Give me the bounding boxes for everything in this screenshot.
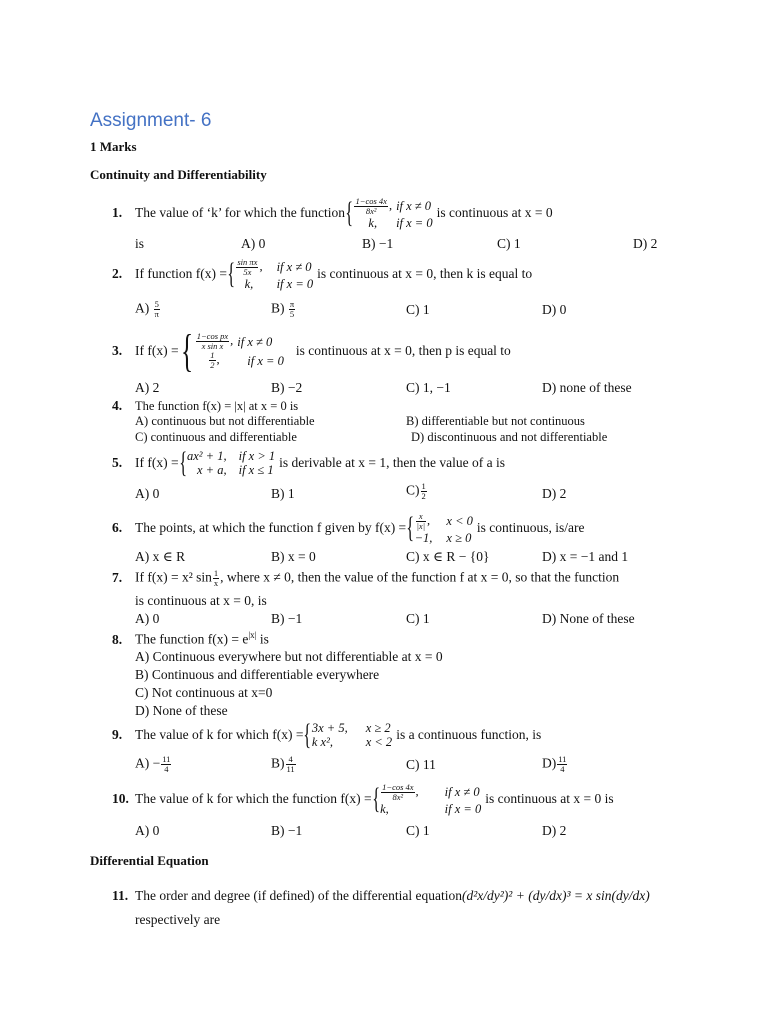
question-text: The function f(x) = e [135,631,249,647]
question-text: The order and degree (if defined) of the differential equation [135,888,462,903]
option-a: A) $\frac{5}{\pi}$ [135,299,159,319]
question-11 [112,880,650,912]
question-text-end: is derivable at x = 1, then the value of a is [279,455,505,470]
question-1 [112,196,553,230]
marks-heading: 1 Marks [90,139,137,154]
question-3 [112,325,511,377]
option-d: D) 2 [542,823,567,838]
option-b: B) x = 0 [271,549,316,564]
question-text: If f(x) = [135,455,179,470]
question-number: 3. [112,343,123,358]
question-8: 8. The function $f(x) = e^{|x|}$ is [112,630,269,647]
option-b: B) $\frac{4}{11}$ [271,754,295,774]
differential-equation: (d²x/dy²)² + (dy/dx)³ = x sin(dy/dx) [461,888,650,903]
question-text-continued: is continuous at x = 0, is [135,593,267,608]
question-number: 10. [112,791,129,806]
option-a: A) 0 [135,486,160,501]
question-text-end: is continuous at x = 0 is [485,791,614,806]
brace: { [371,782,380,815]
brace: { [406,511,415,544]
option-c: C) Not continuous at x=0 [135,685,273,700]
question-number: 7. [112,569,123,585]
option-a: A) x ∈ R [135,549,186,564]
question-text: If function f(x) = [135,266,227,281]
brace: { [178,446,187,479]
piecewise-function: ax² + 1, if x > 1 x + a, if x ≤ 1 [187,449,276,477]
piecewise-function: $\frac{1-\cos 4x}{\text{8x²}}$ , if x ≠ 0 k, if x = 0 [380,781,482,816]
option-d: D) 2 [633,236,658,251]
question-number: 5. [112,455,123,470]
question-text: If f(x) = x² sin [135,569,212,585]
option-d: D) 2 [542,486,567,501]
piecewise-function: $\frac{\text{sin πx}}{5x}$ , if x ≠ 0 k, if x = 0 [237,256,314,291]
option-a: A) 2 [135,380,160,395]
piecewise-function: 3x + 5, x ≥ 2 k x², x < 2 [311,721,393,749]
option-b: B) Continuous and differentiable everywhere [135,667,380,682]
brace: { [180,325,193,376]
option-b: B) differentiable but not continuous [406,414,585,428]
option-a: A) continuous but not differentiable [135,414,315,428]
option-a: A) − $\frac{11}{4}$ [135,754,171,774]
brace: { [303,718,312,751]
question-number: 2. [112,266,123,281]
option-c: C) 11 [406,757,436,772]
question-7: 7. If f(x) = x² sin $\frac{1}{x}$ , where x ≠ 0, then the value of the function f at x = 0, so that the function [112,568,620,588]
option-d: D) x = −1 and 1 [542,549,629,564]
option-c: C) 1, −1 [406,380,451,395]
question-text-end: is continuous, is/are [476,520,585,535]
section-heading-differential: Differential Equation [90,853,209,868]
piecewise-function: $\frac{\text{1−cos px}}{\text{x sin x}}$ , if x ≠ 0 $\frac{1}{2}$ , if x = 0 [196,331,284,370]
option-c: C) 1 [497,236,521,251]
question-5 [112,446,505,480]
option-c: C) continuous and differentiable [135,430,297,444]
option-b: B) −1 [362,236,394,251]
section-heading-continuity: Continuity and Differentiability [90,167,267,182]
option-c: C) 1 [406,302,430,317]
question-10 [112,781,614,817]
question-text: The value of ‘k’ for which the function [135,205,346,220]
question-text-end: , where x ≠ 0, then the value of the function f at x = 0, so that the function [220,569,620,585]
piecewise-function: $\frac{x}{|x|}$ , x < 0 −1, x ≥ 0 [414,510,473,545]
option-d: D) 0 [542,302,567,317]
question-2 [112,257,532,291]
piecewise-function: $\frac{1-\cos 4x}{\text{8x²}}$ , if x ≠ 0 k, if x = 0 [355,195,433,230]
option-c: C) $\frac{1}{2}$ [406,481,426,501]
option-c: C) x ∈ R − {0} [406,549,490,564]
question-number: 4. [112,398,123,413]
question-number: 6. [112,520,123,535]
option-b: B) −1 [271,611,303,626]
option-b: B) $\frac{\pi}{5}$ [271,299,295,319]
question-number: 1. [112,205,123,220]
option-d: D) None of these [135,703,228,718]
question-text: The function f(x) = |x| at x = 0 is [135,399,299,413]
question-text-continued: is [135,236,145,251]
option-a: A) 0 [135,823,160,838]
question-number: 11. [112,888,129,903]
option-b: B) 1 [271,486,295,501]
question-6 [112,510,585,546]
question-text: The points, at which the function f given by f(x) = [135,520,407,535]
question-text-end: is continuous at x = 0, then k is equal to [317,266,533,281]
brace: { [345,196,354,229]
option-c: C) 1 [406,611,430,626]
option-d: D) none of these [542,380,632,395]
option-b: B) −2 [271,380,303,395]
question-text-end: is a continuous function, is [396,727,542,742]
question-text: If f(x) = [135,343,179,358]
question-text: The value of k for which f(x) = [135,727,304,742]
option-d: D) $\frac{11}{4}$ [542,754,567,774]
option-a: A) Continuous everywhere but not differentiable at x = 0 [135,649,443,664]
question-number: 8. [112,631,123,647]
question-text-continued: respectively are [135,912,221,927]
assignment-title: Assignment- 6 [90,110,212,131]
option-a: A) 0 [241,236,266,251]
brace: { [227,257,236,290]
question-number: 9. [112,727,123,742]
question-4 [112,398,298,414]
question-9 [112,718,541,752]
question-text-end: is continuous at x = 0 [436,205,553,220]
option-d: D) discontinuous and not differentiable [411,430,608,444]
option-a: A) 0 [135,611,160,626]
option-b: B) −1 [271,823,303,838]
question-text: The value of k for which the function f(x) = [135,791,372,806]
option-d: D) None of these [542,611,635,626]
question-text-end: is continuous at x = 0, then p is equal to [295,343,511,358]
option-c: C) 1 [406,823,430,838]
